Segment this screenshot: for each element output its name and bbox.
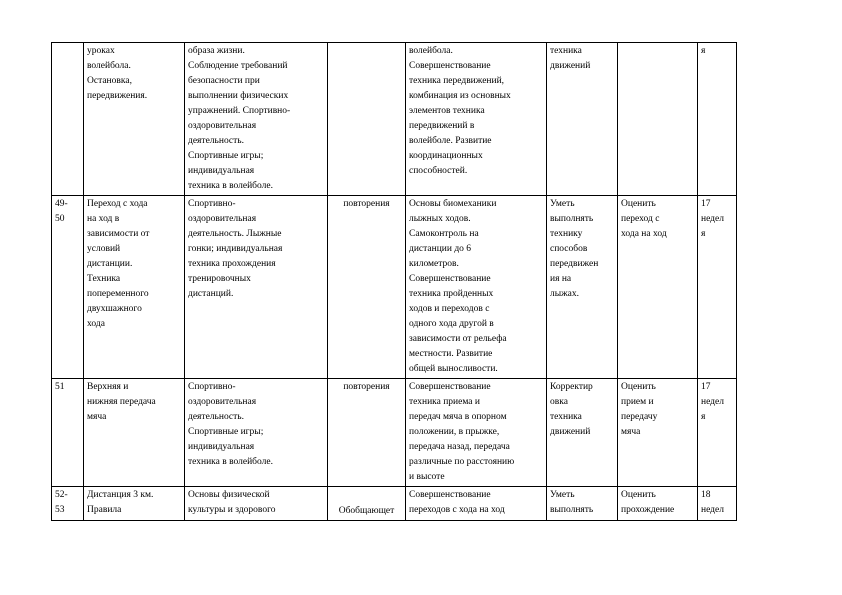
table-row: [52, 43, 737, 196]
content-cell: Основы физической культуры и здорового: [185, 487, 328, 521]
requirements-cell: Уметь выполнять технику способов передвижен ия на лыжах.: [547, 196, 618, 379]
lesson-type-cell: [328, 43, 406, 196]
week-cell: 18 недел: [698, 487, 737, 521]
topic-cell: Верхняя и нижняя передача мяча: [84, 379, 185, 487]
content-cell: образа жизни. Соблюдение требований безопасности при выполнении физических упражнений. Спортивно- оздоровительная деятельность. Спортивные игры; индивидуальная техника в волейболе.: [185, 43, 328, 196]
lesson-number-cell: 52- 53: [52, 487, 84, 521]
table-row: [52, 196, 737, 379]
requirements-cell: Уметь выполнять: [547, 487, 618, 521]
lesson-type-cell: повторения: [328, 379, 406, 487]
content-cell: Спортивно- оздоровительная деятельность. Спортивные игры; индивидуальная техника в волейболе.: [185, 379, 328, 487]
requirements-cell: Корректир овка техника движений: [547, 379, 618, 487]
lesson-number-cell: [52, 43, 84, 196]
table-row: [52, 379, 737, 487]
topic-cell: Переход с хода на ход в зависимости от условий дистанции. Техника попеременного двухшажного хода: [84, 196, 185, 379]
control-cell: [618, 43, 698, 196]
lesson-number-cell: 51: [52, 379, 84, 487]
lesson-type-cell: Обобщающет: [328, 487, 406, 521]
week-cell: я: [698, 43, 737, 196]
lesson-plan-table: [51, 42, 737, 521]
elements-cell: Совершенствование техника приема и передач мяча в опорном положении, в прыжке, передача назад, передача различные по расстоянию и высоте: [406, 379, 547, 487]
topic-cell: уроках волейбола. Остановка, передвижения.: [84, 43, 185, 196]
week-cell: 17 недел я: [698, 196, 737, 379]
lesson-number-cell: 49- 50: [52, 196, 84, 379]
elements-cell: волейбола. Совершенствование техника передвижений, комбинация из основных элементов техника передвижений в волейболе. Развитие координационных способностей.: [406, 43, 547, 196]
week-cell: 17 недел я: [698, 379, 737, 487]
content-cell: Спортивно- оздоровительная деятельность. Лыжные гонки; индивидуальная техника прохождения тренировочных дистанций.: [185, 196, 328, 379]
elements-cell: Совершенствование переходов с хода на ход: [406, 487, 547, 521]
requirements-cell: техника движений: [547, 43, 618, 196]
control-cell: Оценить прием и передачу мяча: [618, 379, 698, 487]
lesson-type-cell: повторения: [328, 196, 406, 379]
control-cell: Оценить переход с хода на ход: [618, 196, 698, 379]
elements-cell: Основы биомеханики лыжных ходов. Самоконтроль на дистанции до 6 километров. Совершенствование техника пройденных ходов и переходов с одного хода другой в зависимости от рельефа местности. Развитие общей выносливости.: [406, 196, 547, 379]
table-row: [52, 487, 737, 521]
topic-cell: Дистанция 3 км. Правила: [84, 487, 185, 521]
control-cell: Оценить прохождение: [618, 487, 698, 521]
